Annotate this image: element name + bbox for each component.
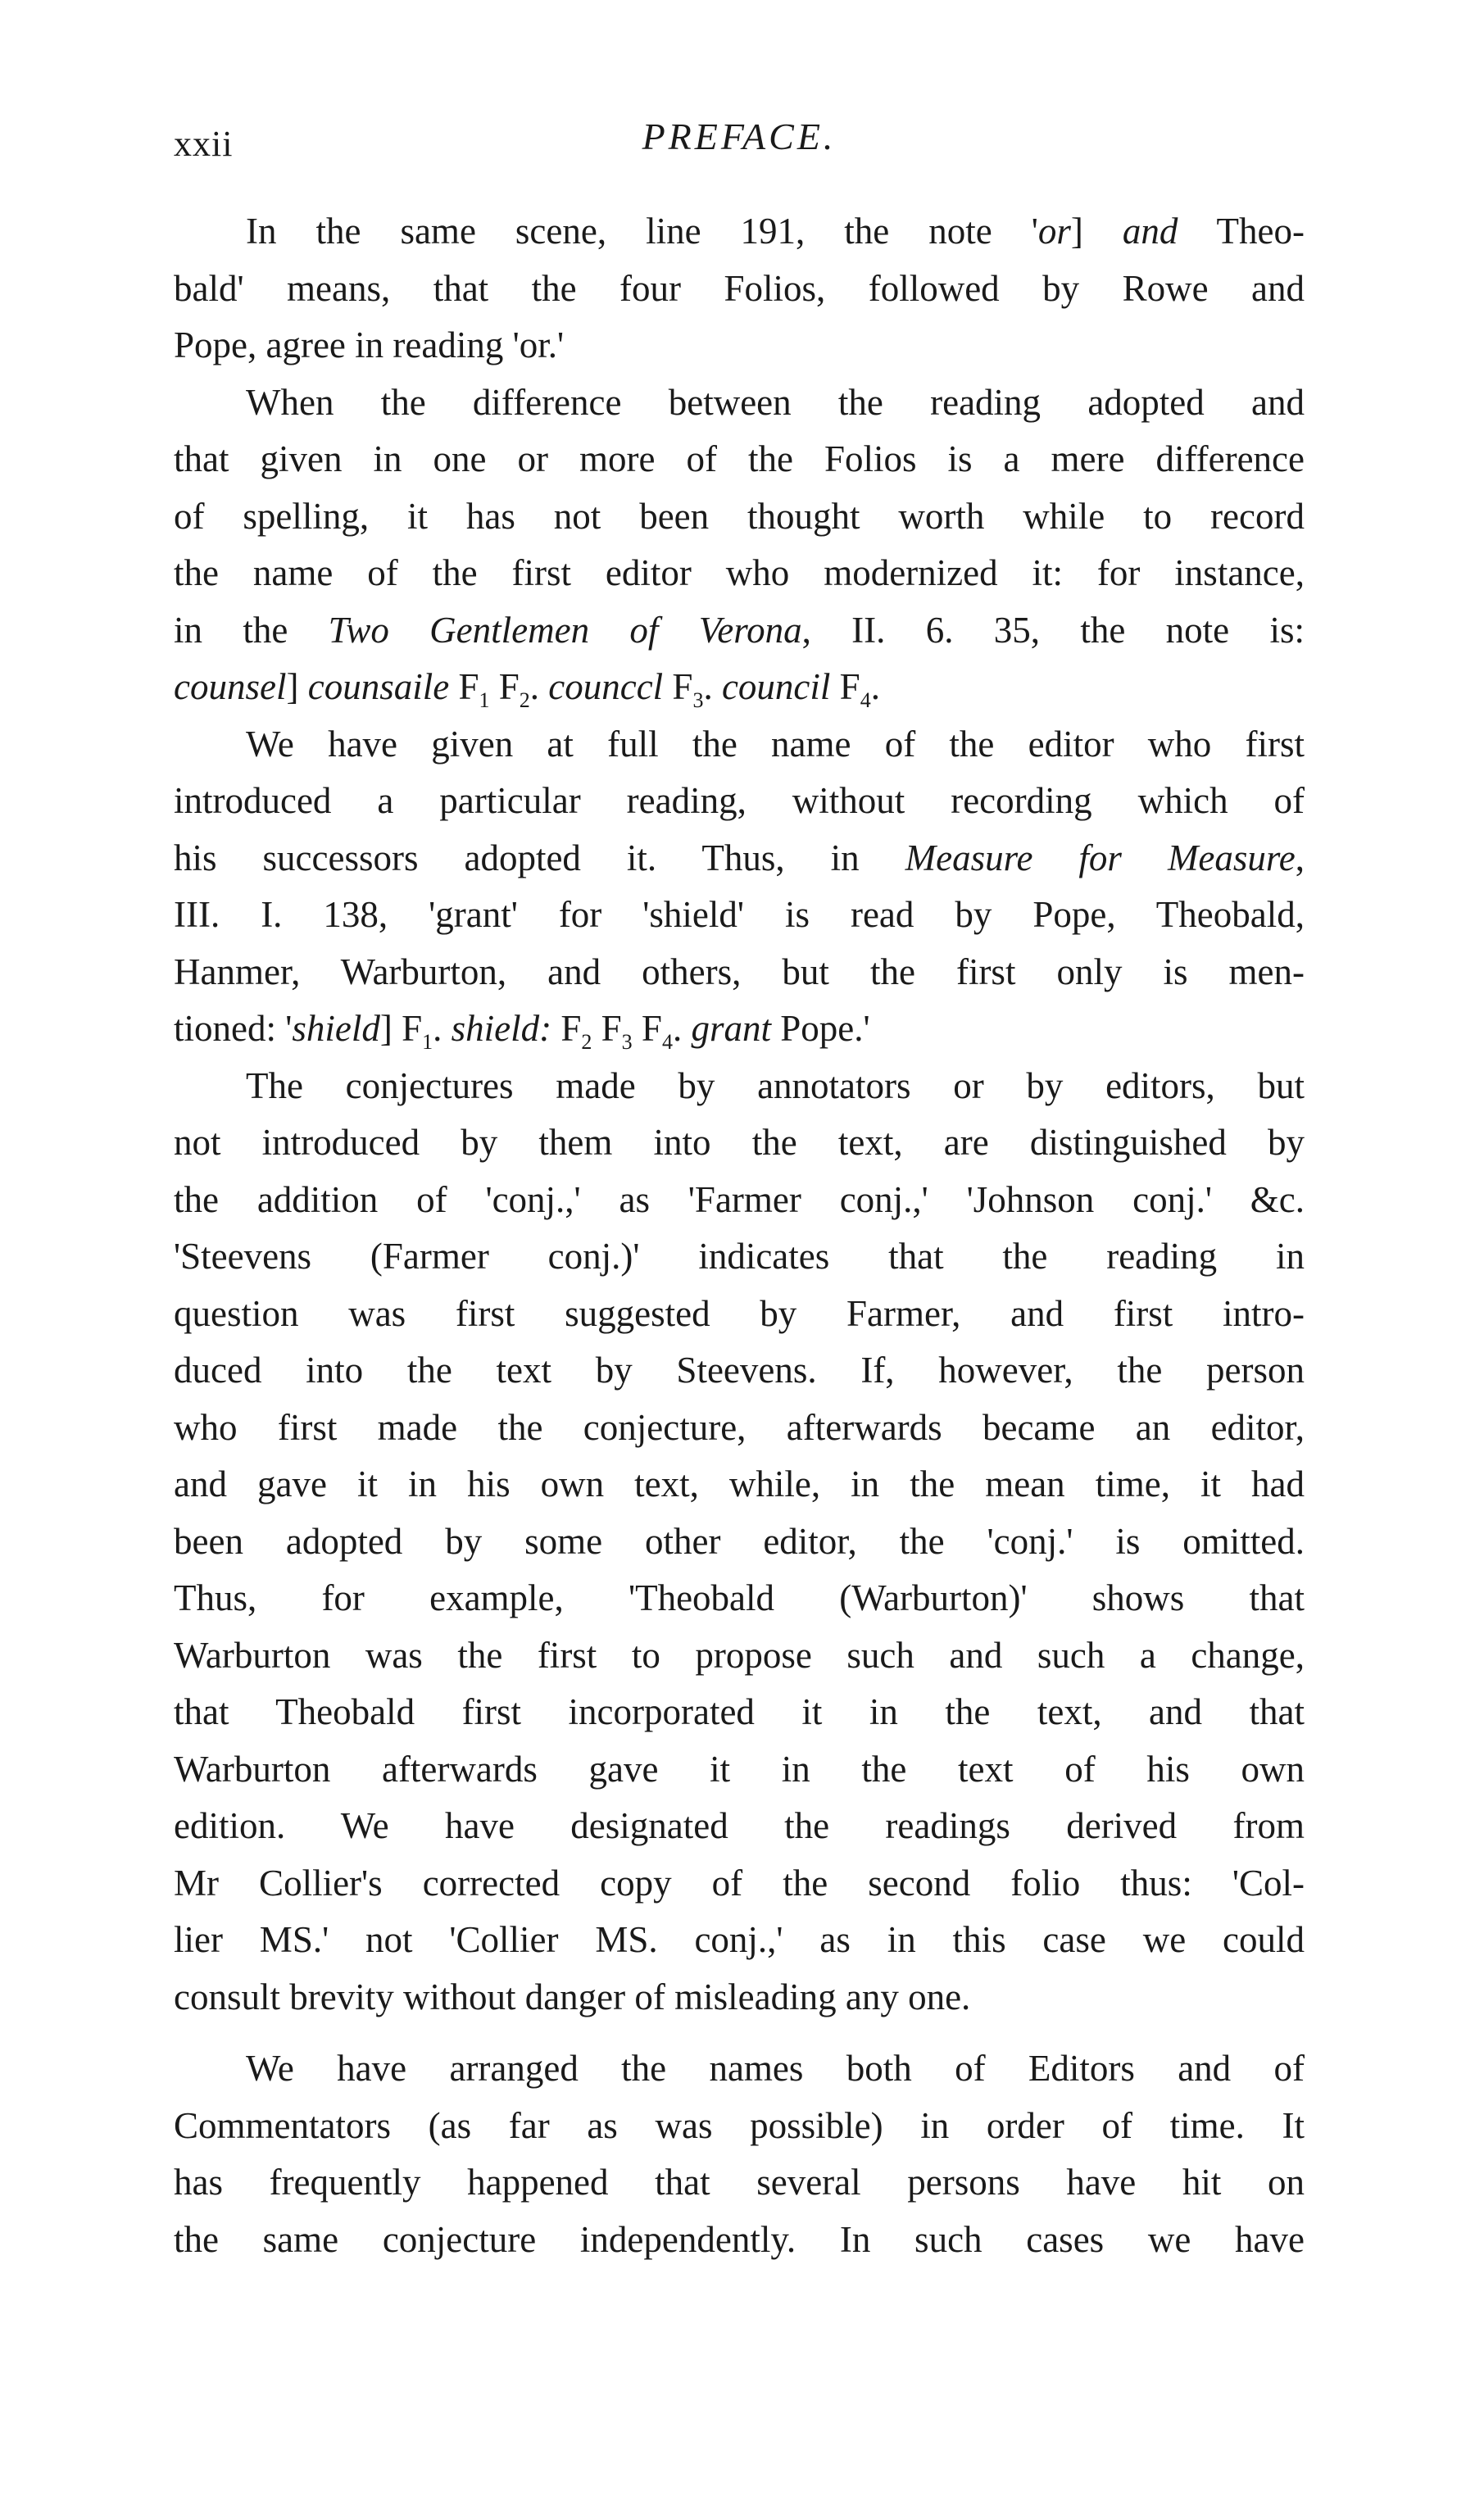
text-line [174,1001,1305,1058]
text-span: has frequently happened that several persons have hit on [174,2162,1305,2203]
text-span: Warburton was the first to propose such and such a change, [174,1634,1305,1676]
text-span: 'Steevens (Farmer conj.)' indicates that the reading in [174,1236,1305,1277]
italic-text: grant [691,1008,771,1049]
paragraph-gap [174,2026,1305,2040]
text-line [174,1513,1305,1571]
text-line [174,261,1305,318]
text-line [174,2212,1305,2269]
subscript: 3 [621,1030,633,1054]
text-line [174,431,1305,488]
text-line [174,1342,1305,1400]
text-span: that Theobald first incorporated it in the text, and that [174,1691,1305,1732]
text-line [174,1684,1305,1741]
text-span: . [703,666,722,707]
paragraph [174,374,1305,716]
text-line [174,1400,1305,1457]
subscript: 3 [692,688,704,712]
italic-text: shield: [451,1008,552,1049]
paragraph [174,1058,1305,2026]
text-line [174,545,1305,602]
text-span: F [830,666,860,707]
text-span: his successors adopted it. Thus, in [174,837,905,878]
italic-text: counsel [174,666,287,707]
text-span: Hanmer, Warburton, and others, but the first only is men- [174,951,1305,992]
text-line [174,887,1305,944]
text-span: who first made the conjecture, afterwards became an editor, [174,1406,1305,1448]
text-span: . [870,666,880,707]
text-line [174,1172,1305,1229]
italic-text: and [1122,211,1178,252]
text-span: Theo- [1178,211,1305,252]
italic-text: counsaile [307,666,450,707]
text-line [174,1570,1305,1627]
text-span: the same conjecture independently. In such cases we have [174,2218,1305,2260]
text-span: F [592,1008,622,1049]
paragraph [174,2040,1305,2268]
running-title: PREFACE. [642,116,837,157]
page-header [174,115,1305,172]
text-line [174,203,1305,261]
text-line [174,1912,1305,1969]
text-span: ] [1070,211,1123,252]
text-span: bald' means, that the four Folios, followed by Rowe and [174,267,1305,309]
text-line [174,1969,1305,2026]
text-span: We have given at full the name of the editor who first [246,723,1305,765]
text-line [174,2098,1305,2155]
text-span: not introduced by them into the text, are distinguished by [174,1122,1305,1163]
page-number: xxii [174,124,234,164]
text-line [174,1114,1305,1172]
text-span: introduced a particular reading, without recording which of [174,780,1305,821]
text-span: tioned: ' [174,1008,293,1049]
text-span: In the same scene, line 191, the note ' [246,211,1038,252]
text-span: ] [286,666,308,707]
text-span: Warburton afterwards gave it in the text of his own [174,1748,1305,1790]
text-line [174,1798,1305,1855]
text-line [174,830,1305,887]
text-span: F [632,1008,662,1049]
text-span: Pope.' [770,1008,870,1049]
text-line [174,659,1305,716]
text-span: Thus, for example, 'Theobald (Warburton)' shows that [174,1577,1305,1618]
italic-text: or [1037,211,1071,252]
text-span: that given in one or more of the Folios is a mere difference [174,438,1305,479]
text-span: F [449,666,479,707]
text-line [174,2040,1305,2098]
subscript: 1 [479,688,490,712]
text-span: ] F [379,1008,423,1049]
text-line [174,1741,1305,1799]
text-line [174,944,1305,1001]
text-line [174,2154,1305,2212]
italic-text: shield [292,1008,380,1049]
text-span: III. I. 138, 'grant' for 'shield' is read by Pope, Theobald, [174,894,1305,935]
text-line [174,1855,1305,1913]
text-span: consult brevity without danger of misleading any one. [174,1976,971,2017]
paragraph [174,716,1305,1058]
italic-text: Measure for Measure [905,837,1296,878]
text-span: Commentators (as far as was possible) in order of time. It [174,2104,1305,2146]
text-span: , II. 6. 35, the note is: [801,609,1305,651]
text-span: . [433,1008,452,1049]
text-span: the addition of 'conj.,' as 'Farmer conj.,' 'Johnson conj.' &c. [174,1178,1305,1220]
italic-text: Two Gentlemen of Verona [328,609,802,651]
text-span: F [663,666,693,707]
text-line [174,1456,1305,1513]
text-span: Mr Collier's corrected copy of the second folio thus: 'Col- [174,1862,1305,1904]
text-line [174,716,1305,774]
text-line [174,1286,1305,1343]
text-span: . [672,1008,692,1049]
text-span: question was first suggested by Farmer, and first intro- [174,1292,1305,1334]
text-span: been adopted by some other editor, the 'conj.' is omitted. [174,1520,1305,1562]
text-span: The conjectures made by annotators or by editors, but [246,1064,1305,1106]
text-span: F [489,666,520,707]
subscript: 4 [661,1030,673,1054]
subscript: 2 [581,1030,592,1054]
text-span: , [1295,837,1305,878]
text-line [174,1627,1305,1685]
text-span: lier MS.' not 'Collier MS. conj.,' as in this case we could [174,1919,1305,1960]
italic-text: counccl [548,666,664,707]
text-span: F [551,1008,582,1049]
text-span: edition. We have designated the readings derived from [174,1805,1305,1846]
text-span: duced into the text by Steevens. If, however, the person [174,1350,1305,1391]
text-span: . [529,666,549,707]
text-line [174,374,1305,432]
text-span: We have arranged the names both of Editors and of [246,2048,1305,2089]
subscript: 1 [422,1030,433,1054]
subscript: 4 [860,688,871,712]
text-line [174,1058,1305,1115]
subscript: 2 [519,688,530,712]
body-text [174,203,1305,2268]
text-span: Pope, agree in reading 'or.' [174,324,565,365]
text-span: the name of the first editor who modernized it: for instance, [174,552,1305,593]
paragraph [174,203,1305,374]
text-line [174,317,1305,374]
text-line [174,488,1305,546]
text-line [174,1228,1305,1286]
text-span: and gave it in his own text, while, in the mean time, it had [174,1464,1305,1504]
text-span: When the difference between the reading adopted and [246,381,1305,423]
text-span: in the [174,609,329,651]
text-line [174,773,1305,830]
italic-text: council [721,666,831,707]
text-line [174,602,1305,660]
text-span: of spelling, it has not been thought worth while to record [174,495,1305,537]
